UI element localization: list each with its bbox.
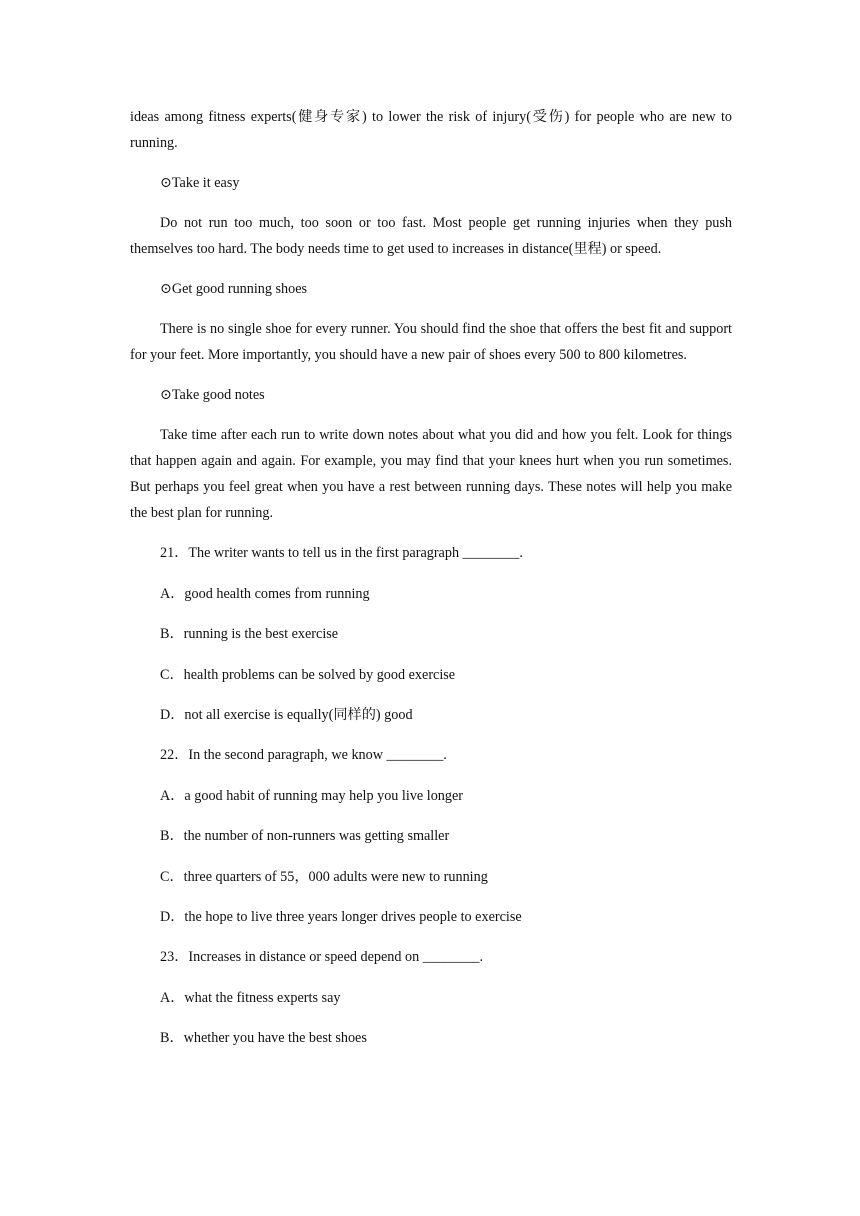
intro-paragraph: ideas among fitness experts(健身专家) to lower the risk of injury(受伤) for people who are new to running. [130, 109, 732, 151]
tip-heading: ⊙Take good notes [160, 387, 265, 403]
answer-option: D．the hope to live three years longer drives people to exercise [160, 908, 522, 925]
answer-option: A．good health comes from running [160, 585, 370, 602]
question-22 [130, 742, 732, 930]
question-21 [130, 540, 732, 728]
answer-option: B．running is the best exercise [160, 626, 339, 643]
tip-heading: ⊙Take it easy [160, 175, 240, 191]
tip-paragraph: Do not run too much, too soon or too fast. Most people get running injuries when they push themselves too hard. The body needs time to get used to increases in distance(里程) or speed. [130, 215, 732, 257]
document-page [130, 104, 732, 1051]
answer-option: C．three quarters of 55，000 adults were new to running [160, 868, 488, 885]
tip-paragraph: There is no single shoe for every runner. You should find the shoe that offers the best fit and support for your feet. More importantly, you should have a new pair of shoes every 500 to 800 kilometres. [130, 321, 732, 363]
answer-option: A．a good habit of running may help you live longer [160, 787, 464, 804]
question-stem: 22．In the second paragraph, we know ________. [160, 747, 447, 764]
question-stem: 23．Increases in distance or speed depend on ________. [160, 949, 484, 966]
question-23 [130, 944, 732, 1051]
answer-option: C．health problems can be solved by good exercise [160, 666, 456, 683]
tip-heading: ⊙Get good running shoes [160, 281, 308, 297]
answer-option: B．whether you have the best shoes [160, 1030, 367, 1047]
answer-option: D．not all exercise is equally(同样的) good [160, 706, 413, 723]
tip-paragraph: Take time after each run to write down notes about what you did and how you felt. Look for things that happen again and again. For example, you may find that your knees hurt when you run sometimes. But perhaps you feel great when you have a rest between running days. These notes will help you make the best plan for running. [130, 427, 732, 521]
answer-option: B．the number of non-runners was getting smaller [160, 828, 450, 845]
answer-option: A．what the fitness experts say [160, 989, 341, 1006]
question-stem: 21．The writer wants to tell us in the first paragraph ________. [160, 545, 523, 562]
